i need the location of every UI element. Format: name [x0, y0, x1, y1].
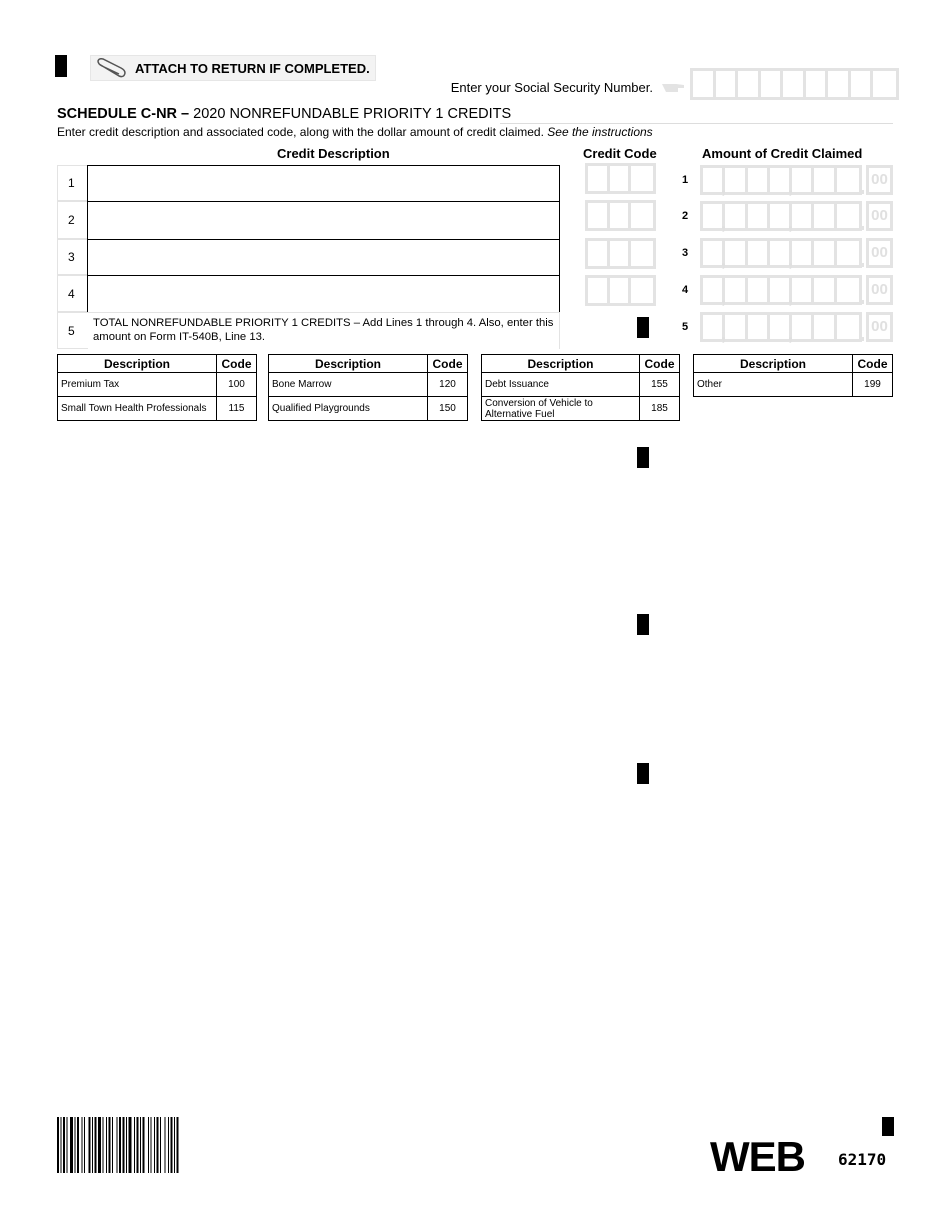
comma-separator: , — [788, 250, 794, 270]
barcode-bar — [67, 1117, 68, 1173]
credit-code-reference-table — [268, 354, 468, 421]
barcode-bar — [160, 1117, 161, 1173]
table-row — [58, 373, 257, 397]
comma-separator: , — [721, 177, 727, 197]
credit-description: Conversion of Vehicle to Alternative Fuel — [482, 397, 640, 421]
code-digit-box[interactable] — [631, 241, 653, 266]
form-code: 62170 — [838, 1150, 887, 1169]
table-row — [694, 373, 893, 397]
amount-digit-box[interactable] — [725, 241, 747, 265]
comma-separator: , — [721, 287, 727, 307]
amount-digit-box[interactable] — [814, 315, 836, 339]
amount-digit-box[interactable] — [748, 204, 770, 228]
description-header: Description — [482, 355, 640, 373]
barcode — [57, 1117, 225, 1173]
decimal-point — [860, 337, 864, 341]
decimal-point — [860, 226, 864, 230]
decimal-point — [860, 190, 864, 194]
cents-box: 00 — [866, 165, 893, 195]
ssn-input[interactable] — [690, 68, 899, 100]
barcode-bar — [134, 1117, 135, 1173]
table-row — [482, 373, 680, 397]
line5-text: TOTAL NONREFUNDABLE PRIORITY 1 CREDITS – Add Lines 1 through 4. Also, enter this amount on Form IT-540B, Line 13. — [93, 317, 554, 343]
code-digit-box[interactable] — [610, 278, 632, 303]
credit-code-input[interactable] — [585, 238, 656, 269]
credit-description: Other — [694, 373, 853, 397]
ssn-digit-box[interactable] — [693, 71, 716, 97]
code-digit-box[interactable] — [610, 241, 632, 266]
barcode-bar — [57, 1117, 59, 1173]
cents-box: 00 — [866, 201, 893, 231]
barcode-bar — [126, 1117, 127, 1173]
ssn-digit-box[interactable] — [873, 71, 896, 97]
credit-description-input[interactable] — [87, 275, 560, 313]
line-number: 1 — [68, 176, 75, 190]
barcode-bar — [137, 1117, 139, 1173]
barcode-bar — [177, 1117, 179, 1173]
credit-description: Qualified Playgrounds — [269, 397, 428, 421]
table-row — [269, 397, 468, 421]
credit-code-input[interactable] — [585, 200, 656, 231]
amount-digit-box[interactable] — [792, 168, 814, 192]
barcode-bar — [174, 1117, 175, 1173]
comma-separator: , — [721, 250, 727, 270]
ssn-digit-box[interactable] — [738, 71, 761, 97]
ssn-digit-box[interactable] — [806, 71, 829, 97]
table-row — [58, 397, 257, 421]
barcode-bar — [117, 1117, 118, 1173]
description-header: Description — [269, 355, 428, 373]
credit-code-reference-table — [57, 354, 257, 421]
credit-code: 150 — [428, 397, 468, 421]
credit-code-input[interactable] — [585, 163, 656, 194]
table-row — [482, 397, 680, 421]
amount-digit-box[interactable] — [792, 278, 814, 302]
line-number: 5 — [68, 323, 75, 338]
amount-digit-box[interactable] — [792, 204, 814, 228]
credit-description: Premium Tax — [58, 373, 217, 397]
credit-description: Small Town Health Professionals — [58, 397, 217, 421]
table-header-row — [694, 355, 893, 373]
credit-description-input[interactable] — [87, 239, 560, 276]
col-credit-description: Credit Description — [277, 146, 390, 161]
barcode-bar — [75, 1117, 76, 1173]
web-label: WEB — [710, 1133, 805, 1180]
credit-description: Bone Marrow — [269, 373, 428, 397]
amount-digit-box[interactable] — [725, 278, 747, 302]
amount-digit-box[interactable] — [837, 241, 859, 265]
registration-mark — [637, 763, 649, 784]
code-digit-box[interactable] — [631, 166, 653, 191]
amount-digit-box[interactable] — [814, 204, 836, 228]
amount-digit-box[interactable] — [748, 168, 770, 192]
col-amount: Amount of Credit Claimed — [702, 146, 863, 161]
divider — [500, 123, 893, 124]
barcode-bar — [98, 1117, 101, 1173]
cents-box: 00 — [866, 275, 893, 305]
paperclip-icon — [95, 58, 127, 80]
amount-digit-box[interactable] — [814, 241, 836, 265]
amount-digit-box[interactable] — [792, 315, 814, 339]
credit-code: 115 — [217, 397, 257, 421]
code-header: Code — [640, 355, 680, 373]
barcode-bar — [151, 1117, 152, 1173]
credit-code: 120 — [428, 373, 468, 397]
barcode-bar — [143, 1117, 145, 1173]
line-number: 2 — [682, 210, 689, 222]
barcode-bar — [148, 1117, 149, 1173]
barcode-bar — [168, 1117, 169, 1173]
instructions: Enter credit description and associated code, along with the dollar amount of credit claimed. See the instructions — [57, 125, 653, 139]
barcode-bar — [109, 1117, 111, 1173]
description-header: Description — [58, 355, 217, 373]
barcode-bar — [89, 1117, 91, 1173]
registration-mark — [637, 317, 649, 338]
barcode-bar — [95, 1117, 97, 1173]
barcode-bar — [61, 1117, 62, 1173]
page-title: SCHEDULE C-NR – 2020 NONREFUNDABLE PRIORITY 1 CREDITS — [57, 106, 512, 122]
comma-separator: , — [721, 213, 727, 233]
line-number: 5 — [682, 321, 689, 333]
cents-box: 00 — [866, 238, 893, 268]
barcode-bar — [165, 1117, 166, 1173]
attach-banner — [90, 55, 376, 81]
attach-text: ATTACH TO RETURN IF COMPLETED. — [135, 61, 370, 76]
line-number: 4 — [68, 286, 75, 301]
barcode-bar — [92, 1117, 93, 1173]
amount-digit-box[interactable] — [814, 168, 836, 192]
code-digit-box[interactable] — [588, 166, 610, 191]
table-row — [269, 373, 468, 397]
barcode-bar — [63, 1117, 65, 1173]
amount-digit-box[interactable] — [725, 315, 747, 339]
table-header-row — [58, 355, 257, 373]
amount-digit-box[interactable] — [837, 168, 859, 192]
amount-digit-box[interactable] — [814, 278, 836, 302]
barcode-bar — [123, 1117, 125, 1173]
barcode-bar — [157, 1117, 159, 1173]
ssn-digit-box[interactable] — [716, 71, 739, 97]
line-number: 1 — [682, 174, 689, 186]
credit-code: 185 — [640, 397, 680, 421]
barcode-bar — [112, 1117, 113, 1173]
barcode-bar — [77, 1117, 79, 1173]
ssn-digit-box[interactable] — [761, 71, 784, 97]
code-header: Code — [428, 355, 468, 373]
code-digit-box[interactable] — [588, 241, 610, 266]
amount-digit-box[interactable] — [725, 204, 747, 228]
registration-mark — [55, 55, 67, 77]
credit-code-reference-table — [693, 354, 893, 397]
code-header: Code — [853, 355, 893, 373]
barcode-bar — [140, 1117, 141, 1173]
col-credit-code: Credit Code — [583, 146, 657, 161]
credit-code-reference-table — [481, 354, 680, 421]
code-digit-box[interactable] — [588, 278, 610, 303]
barcode-bar — [103, 1117, 104, 1173]
table-header-row — [482, 355, 680, 373]
registration-mark — [882, 1117, 894, 1136]
code-header: Code — [217, 355, 257, 373]
code-digit-box[interactable] — [610, 166, 632, 191]
code-digit-box[interactable] — [631, 203, 653, 228]
amount-digit-box[interactable] — [748, 315, 770, 339]
barcode-bar — [70, 1117, 73, 1173]
registration-mark — [637, 447, 649, 468]
amount-digit-box[interactable] — [748, 241, 770, 265]
barcode-bar — [154, 1117, 155, 1173]
barcode-bar — [84, 1117, 85, 1173]
amount-digit-box[interactable] — [748, 278, 770, 302]
credit-description-input[interactable] — [87, 201, 560, 240]
ssn-digit-box[interactable] — [851, 71, 874, 97]
barcode-bar — [129, 1117, 132, 1173]
code-digit-box[interactable] — [588, 203, 610, 228]
comma-separator: , — [788, 287, 794, 307]
credit-code-input[interactable] — [585, 275, 656, 306]
line-number: 2 — [68, 213, 75, 227]
amount-digit-box[interactable] — [725, 168, 747, 192]
credit-code: 199 — [853, 373, 893, 397]
description-header: Description — [694, 355, 853, 373]
credit-description: Debt Issuance — [482, 373, 640, 397]
credit-code: 155 — [640, 373, 680, 397]
comma-separator: , — [788, 177, 794, 197]
pointing-hand-icon — [660, 80, 686, 94]
line-number: 3 — [682, 247, 689, 259]
ssn-digit-box[interactable] — [783, 71, 806, 97]
barcode-bar — [171, 1117, 173, 1173]
barcode-bar — [119, 1117, 121, 1173]
comma-separator: , — [788, 213, 794, 233]
credit-code: 100 — [217, 373, 257, 397]
line-number: 4 — [682, 284, 689, 296]
decimal-point — [860, 263, 864, 267]
code-digit-box[interactable] — [631, 278, 653, 303]
ssn-digit-box[interactable] — [828, 71, 851, 97]
barcode-bar — [106, 1117, 107, 1173]
code-digit-box[interactable] — [610, 203, 632, 228]
ssn-label: Enter your Social Security Number. — [450, 80, 653, 95]
amount-digit-box[interactable] — [792, 241, 814, 265]
comma-separator: , — [721, 324, 727, 344]
comma-separator: , — [788, 324, 794, 344]
registration-mark — [637, 614, 649, 635]
amount-digit-box[interactable] — [837, 204, 859, 228]
cents-box: 00 — [866, 312, 893, 342]
credit-description-input[interactable] — [87, 165, 560, 202]
table-header-row — [269, 355, 468, 373]
barcode-bar — [82, 1117, 83, 1173]
amount-digit-box[interactable] — [837, 315, 859, 339]
line-number: 3 — [68, 250, 75, 264]
decimal-point — [860, 300, 864, 304]
amount-digit-box[interactable] — [837, 278, 859, 302]
